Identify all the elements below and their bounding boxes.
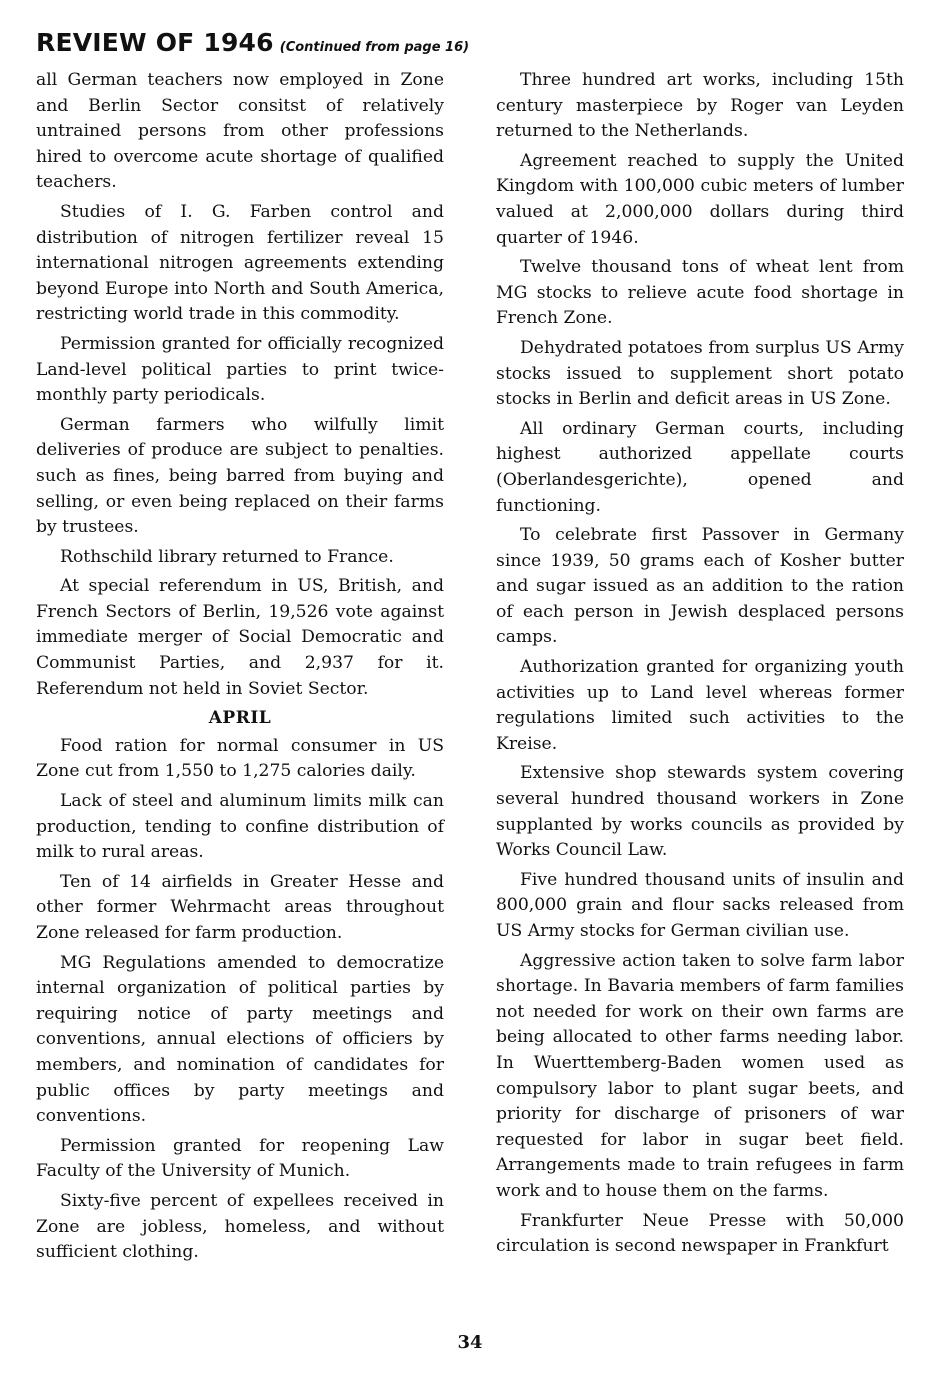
paragraph: Five hundred thousand units of insulin and 800,000 grain and flour sacks released from US Army stocks for German civilian use.	[496, 869, 904, 941]
left-column	[36, 68, 444, 1270]
paragraph: all German teachers now employed in Zone and Berlin Sector consitst of relatively untrained persons from other professions hired to overcome acute shortage of qualified teachers.	[36, 70, 444, 193]
paragraph: Food ration for normal consumer in US Zone cut from 1,550 to 1,275 calories daily.	[36, 735, 444, 782]
continuation-note: (Continued from page 16)	[279, 40, 470, 55]
paragraph: Lack of steel and aluminum limits milk can production, tending to confine distribution of milk to rural areas.	[36, 791, 444, 863]
page-header	[36, 28, 469, 57]
paragraph: MG Regulations amended to democratize internal organization of political parties by requiring notice of party meetings and conventions, annual elections of officiers by members, and nomination of candidates for public offices by party meetings and conventions.	[36, 952, 444, 1127]
paragraph: Extensive shop stewards system covering several hundred thousand workers in Zone supplanted by works councils as provided by Works Council Law.	[496, 763, 904, 861]
section-heading-april: APRIL	[208, 708, 272, 729]
paragraph: At special referendum in US, British, and French Sectors of Berlin, 19,526 vote against immediate merger of Social Democratic and Communist Parties, and 2,937 for it. Referendum not held in Soviet Sector.	[36, 576, 444, 699]
right-column	[496, 68, 904, 1264]
paragraph: To celebrate first Passover in Germany since 1939, 50 grams each of Kosher butter and sugar issued as an addition to the ration of each person in Jewish desplaced persons camps.	[496, 525, 904, 648]
paragraph: Twelve thousand tons of wheat lent from MG stocks to relieve acute food shortage in French Zone.	[496, 257, 904, 329]
paragraph: Sixty-five percent of expellees received in Zone are jobless, homeless, and without sufficient clothing.	[36, 1190, 444, 1263]
paragraph: German farmers who wilfully limit deliveries of produce are subject to penalties. such as fines, being barred from buying and selling, or even being replaced on their farms by trustees.	[36, 414, 444, 538]
paragraph: Three hundred art works, including 15th century masterpiece by Roger van Leyden returned to the Netherlands.	[496, 70, 904, 142]
paragraph: Dehydrated potatoes from surplus US Army stocks issued to supplement short potato stocks in Berlin and deficit areas in US Zone.	[496, 337, 904, 410]
paragraph: Agreement reached to supply the United Kingdom with 100,000 cubic meters of lumber valued at 2,000,000 dollars during third quarter of 1946.	[496, 150, 904, 248]
paragraph: Rothschild library returned to France.	[60, 546, 394, 567]
paragraph: Studies of I. G. Farben control and distribution of nitrogen fertilizer reveal 15 international nitrogen agreements extending beyond Europe into North and South America, restricting world trade in this commodity.	[36, 201, 444, 325]
paragraph: Frankfurter Neue Presse with 50,000 circulation is second newspaper in Frankfurt	[496, 1210, 904, 1257]
paragraph: Aggressive action taken to solve farm labor shortage. In Bavaria members of farm families not needed for work on their own farms are being allocated to other farms needing labor. In Wuerttemberg-Baden women used as compulsory labor to plant sugar beets, and priority for discharge of prisoners of war requested for labor in sugar beet field. Arrangements made to train refugees in farm work and to house them on the farms.	[496, 950, 904, 1201]
paragraph: Authorization granted for organizing youth activities up to Land level whereas former regulations limited such activities to the Kreise.	[496, 657, 904, 754]
paragraph: All ordinary German courts, including highest authorized appellate courts (Oberlandesgerichte), opened and functioning.	[496, 418, 904, 516]
paragraph: Permission granted for reopening Law Faculty of the University of Munich.	[36, 1135, 444, 1182]
page-title: REVIEW OF 1946	[36, 28, 274, 57]
page-number: 34	[457, 1332, 483, 1353]
paragraph: Permission granted for officially recognized Land-level political parties to print twice-monthly party periodicals.	[36, 333, 444, 406]
paragraph: Ten of 14 airfields in Greater Hesse and other former Wehrmacht areas throughout Zone released for farm production.	[36, 871, 444, 943]
